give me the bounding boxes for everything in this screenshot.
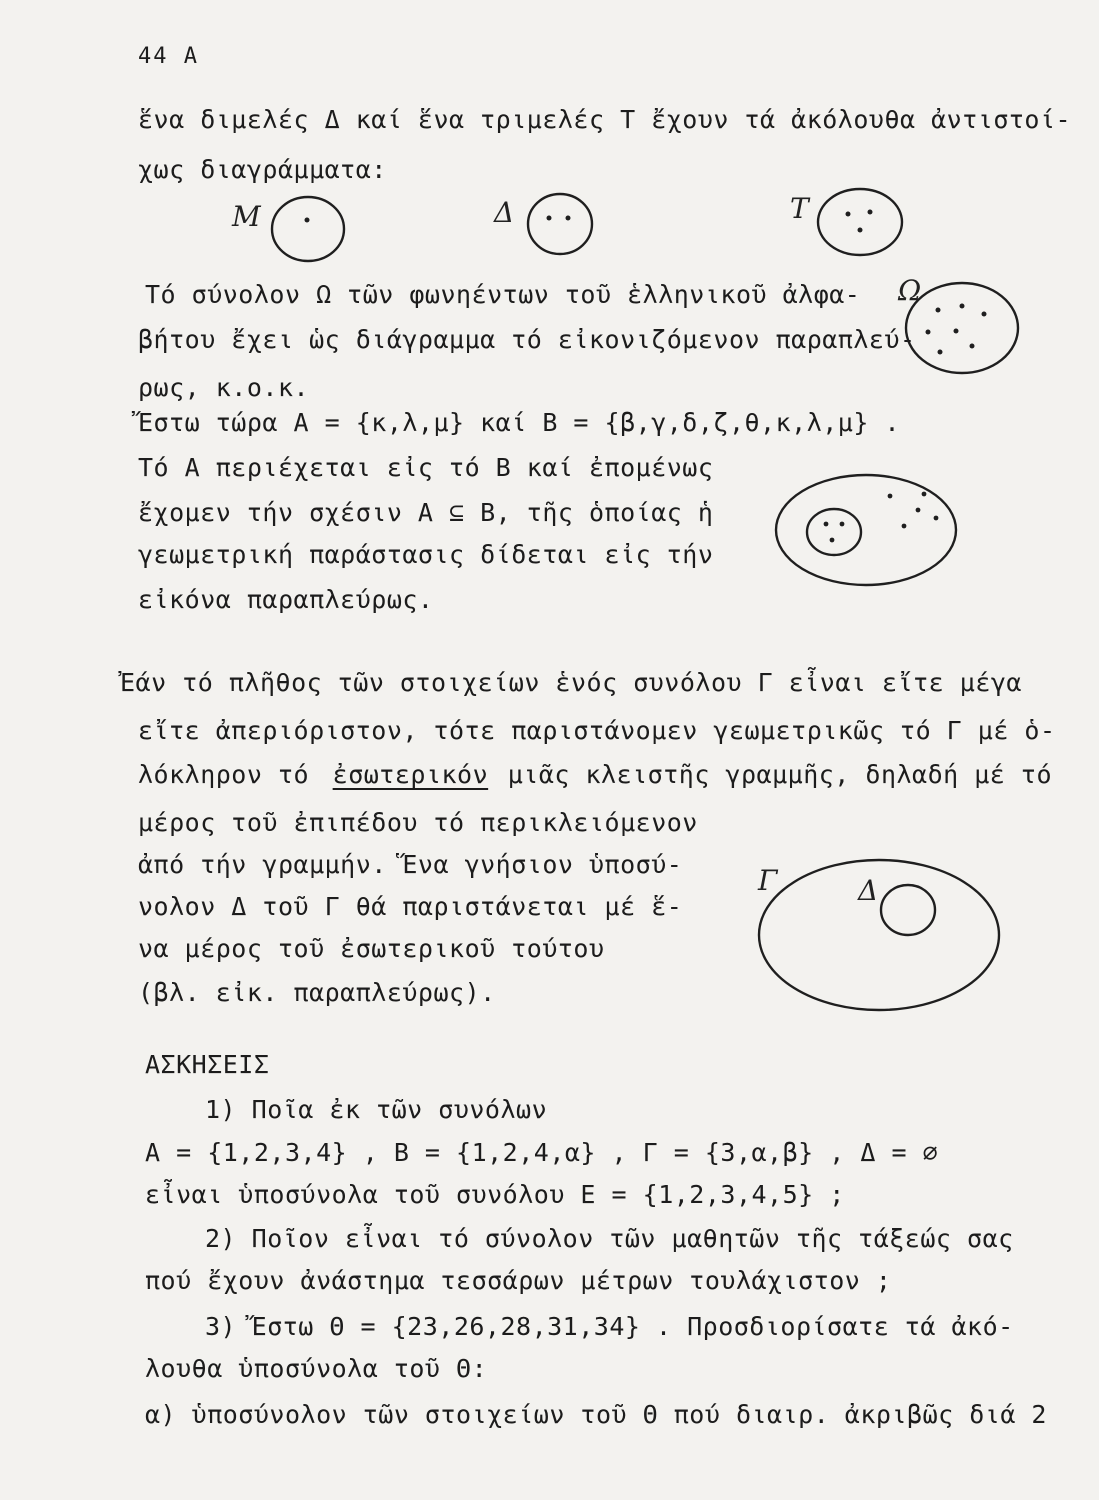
- exercise-3-line-2: λουθα ὑποσύνολα τοῦ Θ:: [145, 1354, 488, 1383]
- exercise-1-line-1: 1) Ποῖα ἐκ τῶν συνόλων: [205, 1095, 548, 1124]
- text-line-3: Τό σύνολον Ω τῶν φωνηέντων τοῦ ἑλληνικοῦ ἀλφα-: [145, 280, 861, 309]
- text-line-9: γεωμετρική παράστασις δίδεται εἰς τήν: [138, 540, 714, 569]
- set-gamma-outline: [759, 860, 999, 1010]
- element-dot: [830, 538, 835, 543]
- label-d: Δ: [494, 196, 515, 229]
- element-dot: [916, 508, 921, 513]
- element-dot: [938, 350, 943, 355]
- set-a-outline: [807, 509, 861, 555]
- diagram-m-singleton: [265, 192, 355, 272]
- exercise-2-line-1: 2) Ποῖον εἶναι τό σύνολον τῶν μαθητῶν τῆς τάξεώς σας: [205, 1224, 1014, 1253]
- diagram-omega-vowels: [900, 276, 1030, 386]
- element-dot: [547, 216, 552, 221]
- label-gamma: Γ: [758, 864, 778, 897]
- diagram-t-three-element: [812, 186, 912, 266]
- text-fragment: λόκληρον τό: [138, 760, 310, 789]
- set-delta-outline: [881, 885, 935, 935]
- element-dot: [868, 210, 873, 215]
- underlined-term: ἐσωτερικόν: [332, 760, 489, 789]
- text-line-13: [138, 760, 1052, 790]
- set-outline: [818, 189, 902, 255]
- label-delta-subset: Δ: [858, 874, 879, 907]
- text-line-8: ἔχομεν τήν σχέσιν Α ⊆ Β, τῆς ὁποίας ἡ: [138, 498, 714, 527]
- page-number: 44 A: [138, 44, 199, 69]
- text-line-10: εἰκόνα παραπλεύρως.: [138, 585, 434, 614]
- element-dot: [902, 524, 907, 529]
- element-dot: [846, 212, 851, 217]
- exercise-3-line-3: α) ὑποσύνολον τῶν στοιχείων τοῦ Θ πού διαιρ. ἀκριβῶς διά 2: [145, 1400, 1047, 1429]
- element-dot: [934, 516, 939, 521]
- set-outline: [272, 197, 344, 261]
- element-dot: [954, 329, 959, 334]
- exercise-3-line-1: 3) Ἔστω Θ = {23,26,28,31,34} . Προσδιορίσατε τά ἀκό-: [205, 1312, 1014, 1341]
- element-dot: [824, 522, 829, 527]
- element-dot: [922, 492, 927, 497]
- element-dot: [936, 308, 941, 313]
- element-dot: [970, 344, 975, 349]
- element-dot: [566, 216, 571, 221]
- element-dot: [888, 494, 893, 499]
- element-dot: [982, 312, 987, 317]
- element-dot: [926, 330, 931, 335]
- text-line-16: νολον Δ τοῦ Γ θά παριστάνεται μέ ἕ-: [138, 892, 683, 921]
- element-dot: [858, 228, 863, 233]
- label-m: Μ: [232, 200, 261, 233]
- set-b-outline: [776, 475, 956, 585]
- text-fragment: μιᾶς κλειστῆς γραμμῆς, δηλαδή μέ τό: [507, 760, 1053, 789]
- text-line-14: μέρος τοῦ ἐπιπέδου τό περικλειόμενον: [138, 808, 698, 837]
- set-outline: [906, 283, 1018, 373]
- text-line-5: ρως, κ.ο.κ.: [138, 373, 310, 402]
- text-line-7: Τό Α περιέχεται εἰς τό Β καί ἐπομένως: [138, 453, 714, 482]
- exercise-1-line-2: Α = {1,2,3,4} , Β = {1,2,4,α} , Γ = {3,α,β} , Δ = ∅: [145, 1138, 939, 1167]
- exercise-1-line-3: εἶναι ὑποσύνολα τοῦ συνόλου Ε = {1,2,3,4,5} ;: [145, 1180, 845, 1209]
- text-line-6: Ἔστω τώρα Α = {κ,λ,μ} καί Β = {β,γ,δ,ζ,θ,κ,λ,μ} .: [138, 408, 901, 437]
- text-line-18: (βλ. εἰκ. παραπλεύρως).: [138, 978, 496, 1007]
- text-line-2: χως διαγράμματα:: [138, 155, 387, 184]
- text-line-17: να μέρος τοῦ ἐσωτερικοῦ τούτου: [138, 934, 605, 963]
- text-line-12: εἴτε ἀπεριόριστον, τότε παριστάνομεν γεωμετρικῶς τό Γ μέ ὁ-: [138, 716, 1056, 745]
- text-line-15: ἀπό τήν γραμμήν. Ἕνα γνήσιον ὑποσύ-: [138, 850, 683, 879]
- text-line-1: ἕνα διμελές Δ καί ἕνα τριμελές Τ ἔχουν τά ἀκόλουθα ἀντιστοί-: [138, 105, 1072, 134]
- diagram-subset-a-in-b: [770, 468, 970, 598]
- element-dot: [840, 522, 845, 527]
- exercises-heading: ΑΣΚΗΣΕΙΣ: [145, 1050, 270, 1079]
- text-line-4: βήτου ἔχει ὡς διάγραμμα τό εἰκονιζόμενον παραπλεύ-: [138, 325, 916, 354]
- diagram-gamma-proper-subset: [742, 855, 1012, 1025]
- label-omega: Ω: [898, 274, 922, 307]
- label-t: Τ: [790, 192, 809, 225]
- element-dot: [960, 304, 965, 309]
- text-line-11: Ἐάν τό πλῆθος τῶν στοιχείων ἑνός συνόλου Γ εἶναι εἴτε μέγα: [120, 668, 1022, 697]
- exercise-2-line-2: πού ἔχουν ἀνάστημα τεσσάρων μέτρων τουλάχιστον ;: [145, 1266, 892, 1295]
- set-outline: [528, 194, 592, 254]
- element-dot: [305, 218, 310, 223]
- diagram-d-two-element: [520, 190, 610, 270]
